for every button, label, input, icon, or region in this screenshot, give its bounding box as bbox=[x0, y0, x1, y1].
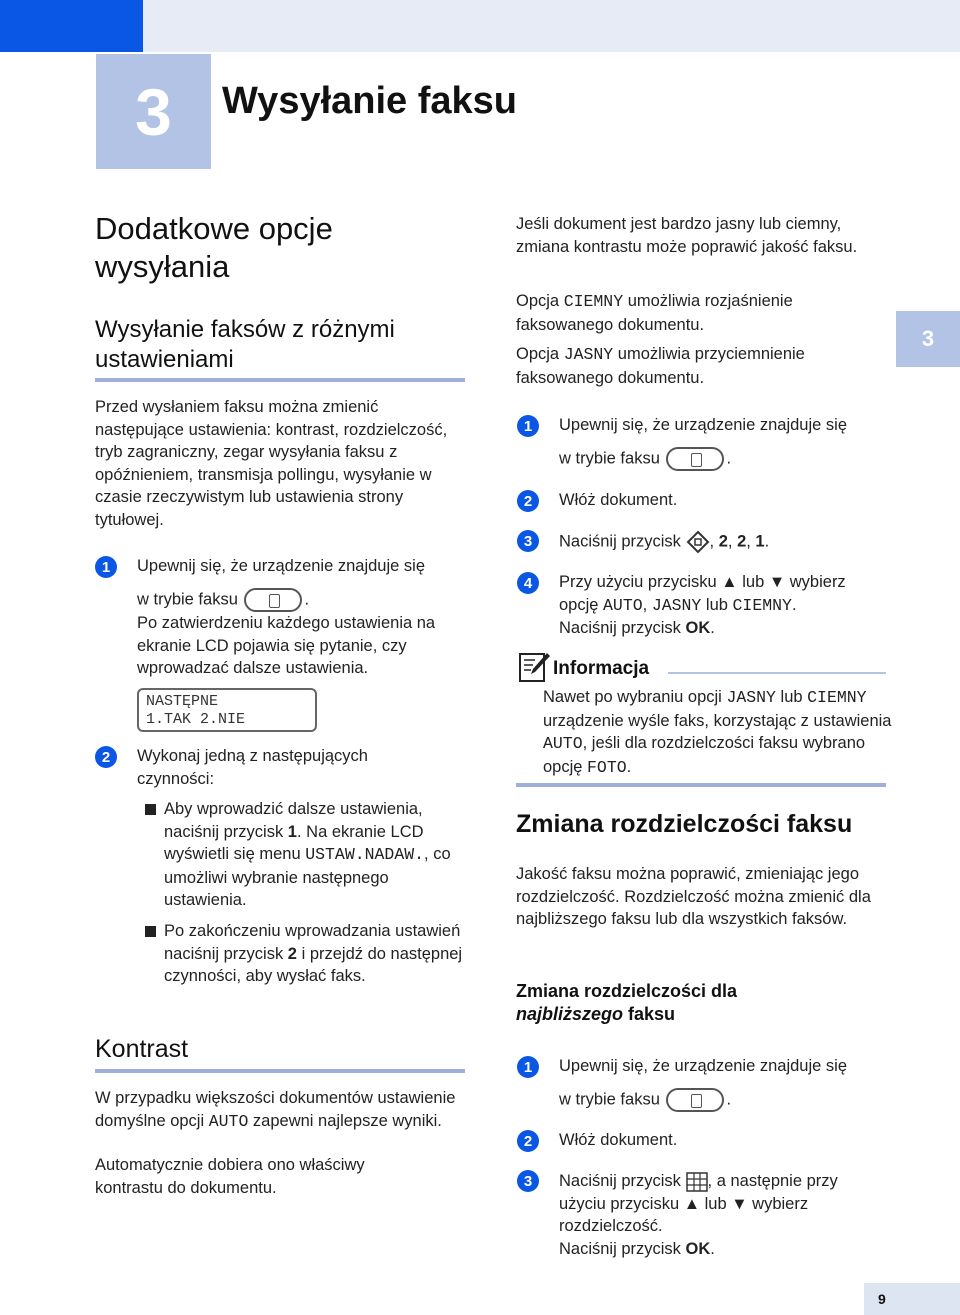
note-title: Informacja bbox=[553, 658, 650, 679]
text-part-italic: najbliższego bbox=[516, 1004, 624, 1024]
kontrast-paragraph-2: Automatycznie dobiera ono właściwy kontrastu do dokumentu. bbox=[95, 1156, 365, 1197]
step-number: 1 bbox=[95, 556, 117, 578]
text-part: Nawet po wybraniu opcji bbox=[543, 688, 727, 706]
step-text: Naciśnij przycisk , a następnie przy użyciu przycisku ▲ lub ▼ wybierz rozdzielczość. Naciśnij przycisk OK. bbox=[559, 1172, 838, 1258]
step-text: w trybie faksu bbox=[137, 590, 238, 609]
punctuation: . bbox=[726, 1090, 732, 1109]
punctuation: . bbox=[626, 757, 632, 776]
step-text: w trybie faksu bbox=[559, 1090, 660, 1109]
right-paragraph bbox=[516, 290, 846, 336]
option-name: FOTO bbox=[587, 757, 627, 777]
step-text: Przy użyciu przycisku ▲ lub ▼ wybierz opcję AUTO, JASNY lub CIEMNY. Naciśnij przycisk OK. bbox=[559, 573, 846, 637]
punctuation: . bbox=[726, 449, 732, 468]
resolution-key-icon bbox=[686, 1172, 708, 1192]
option-name: JASNY bbox=[726, 688, 776, 707]
section-title: Dodatkowe opcje wysyłania bbox=[95, 211, 333, 284]
step-text: Wykonaj jedną z następujących czynności: bbox=[137, 747, 368, 788]
bullet-text-part: , co umożliwi wybranie następnego ustawienia. bbox=[164, 845, 451, 909]
text-part: Zmiana rozdzielczości dla bbox=[516, 981, 738, 1001]
text-part: urządzenie wyśle faks, korzystając z ustawienia bbox=[543, 711, 892, 730]
right-paragraph: Jeśli dokument jest bardzo jasny lub ciemny, zmiana kontrastu może poprawić jakość faksu. bbox=[516, 215, 858, 256]
chapter-number: 3 bbox=[135, 74, 172, 149]
step-number: 3 bbox=[517, 1170, 539, 1192]
step-text-line bbox=[559, 1088, 731, 1112]
subsection-title: Wysyłanie faksów z różnymi ustawieniami bbox=[95, 316, 395, 373]
text-part: umożliwia przyciemnienie faksowanego dokumentu. bbox=[516, 345, 805, 387]
text-part: lub bbox=[737, 573, 769, 591]
zmiana-paragraph: Jakość faksu można poprawić, zmieniając jego rozdzielczość. Rozdzielczość można zmienić dla najbliższego faksu lub dla wszystkich faksów. bbox=[516, 865, 871, 928]
step-number: 2 bbox=[517, 1130, 539, 1152]
key-label: 2 bbox=[718, 532, 728, 551]
punctuation: , bbox=[709, 532, 719, 551]
option-name: AUTO bbox=[208, 1111, 249, 1131]
menu-name: USTAW.NADAW. bbox=[305, 845, 425, 864]
text-part: lub bbox=[775, 688, 808, 706]
section-rule bbox=[95, 378, 465, 382]
zmiana-subtitle bbox=[516, 980, 836, 1026]
option-name: CIEMNY bbox=[807, 688, 867, 707]
bullet-text-part: i przejdź do następnej czynności, aby wysłać faks. bbox=[164, 944, 463, 985]
option-name: AUTO bbox=[543, 734, 583, 753]
lcd-line: NASTĘPNE bbox=[146, 693, 219, 710]
fax-key-icon bbox=[244, 588, 302, 612]
text-part: , a następnie przy użyciu przycisku bbox=[559, 1172, 838, 1213]
step-number: 2 bbox=[517, 490, 539, 512]
kontrast-title: Kontrast bbox=[95, 1035, 189, 1063]
step-text-line bbox=[559, 447, 731, 471]
punctuation: . bbox=[304, 590, 310, 609]
arrow-down-icon: ▼ bbox=[731, 1194, 748, 1213]
option-name: CIEMNY bbox=[563, 292, 624, 311]
header-band-dark bbox=[0, 0, 143, 52]
text-part: Naciśnij przycisk bbox=[559, 1239, 686, 1258]
bullet-square-icon bbox=[145, 804, 156, 815]
zmiana-title: Zmiana rozdzielczości faksu bbox=[516, 810, 853, 838]
step-text: Naciśnij przycisk bbox=[559, 532, 681, 551]
step-number: 3 bbox=[517, 530, 539, 552]
text-part: Przy użyciu przycisku bbox=[559, 573, 722, 591]
fax-key-icon bbox=[666, 1088, 724, 1112]
lcd-display bbox=[137, 688, 317, 732]
text-part: , jeśli dla rozdzielczości faksu wybrano opcję bbox=[543, 734, 866, 776]
text-part: umożliwia rozjaśnienie faksowanego dokumentu. bbox=[516, 292, 793, 334]
lcd-line: 1.TAK 2.NIE bbox=[146, 711, 246, 728]
note-rule bbox=[668, 672, 886, 674]
bullet-text-part: . Na ekranie LCD wyświetli się menu bbox=[164, 822, 424, 863]
text-part: lub bbox=[700, 1194, 732, 1213]
menu-key-icon bbox=[686, 530, 710, 554]
key-label: 1 bbox=[287, 822, 297, 841]
text-part: zapewni najlepsze wyniki. bbox=[248, 1111, 442, 1130]
step-text: Upewnij się, że urządzenie znajduje się bbox=[559, 416, 847, 434]
bullet-text bbox=[164, 798, 469, 912]
bullet-text bbox=[164, 920, 469, 988]
punctuation: . bbox=[791, 595, 797, 614]
note-body bbox=[543, 686, 893, 779]
option-name: CIEMNY bbox=[732, 595, 792, 615]
text-part: Naciśnij przycisk bbox=[559, 1172, 681, 1190]
bullet-text-part: Aby wprowadzić dalsze ustawienia, naciśnij przycisk bbox=[164, 800, 423, 841]
intro-paragraph: Przed wysłaniem faksu można zmienić następujące ustawienia: kontrast, rozdzielczość, tryb zagraniczny, zegar wysyłania faksu z opóźnieniem, transmisja pollingu, wysyłanie w czasie rzeczywistym lub ustawienia strony tytułowej. bbox=[95, 398, 448, 529]
option-name: AUTO bbox=[603, 595, 643, 615]
page-number: 9 bbox=[864, 1283, 960, 1315]
chapter-title: Wysyłanie faksu bbox=[222, 80, 518, 122]
text-part: Opcja bbox=[516, 345, 564, 363]
step-text: Włóż dokument. bbox=[559, 491, 678, 509]
text-part: faksu bbox=[623, 1004, 676, 1024]
step-number: 1 bbox=[517, 1056, 539, 1078]
section-rule bbox=[516, 783, 886, 787]
bullet-text-part: Po zakończeniu wprowadzania ustawień naciśnij przycisk bbox=[164, 922, 461, 963]
step-number: 1 bbox=[517, 415, 539, 437]
option-name: JASNY bbox=[651, 595, 702, 615]
text-part: wybierz rozdzielczość. bbox=[559, 1194, 809, 1235]
key-label: OK bbox=[685, 619, 711, 637]
option-name: JASNY bbox=[563, 345, 614, 364]
step-number: 2 bbox=[95, 746, 117, 768]
key-label: 2 bbox=[737, 532, 747, 551]
step-number: 4 bbox=[517, 572, 539, 594]
kontrast-paragraph bbox=[95, 1087, 460, 1133]
step-text: Upewnij się, że urządzenie znajduje się bbox=[559, 1057, 847, 1075]
note-pencil-icon bbox=[517, 650, 551, 684]
fax-key-icon bbox=[666, 447, 724, 471]
header-band-light bbox=[143, 0, 960, 52]
key-label: 2 bbox=[287, 944, 297, 963]
bullet-square-icon bbox=[145, 926, 156, 937]
text-part: lub bbox=[701, 595, 733, 614]
step-text: Włóż dokument. bbox=[559, 1131, 678, 1149]
step-text: w trybie faksu bbox=[559, 449, 660, 468]
arrow-up-icon: ▲ bbox=[683, 1194, 701, 1213]
key-label: OK bbox=[685, 1239, 711, 1258]
step-text-line bbox=[137, 588, 309, 612]
chapter-side-tab: 3 bbox=[896, 311, 960, 367]
step-note: Po zatwierdzeniu każdego ustawienia na ekranie LCD pojawia się pytanie, czy wprowadzać dalsze ustawienia. bbox=[137, 614, 436, 677]
text-part: Naciśnij przycisk bbox=[559, 619, 686, 637]
arrow-up-icon: ▲ bbox=[721, 573, 738, 591]
text-part: wybierz opcję bbox=[559, 573, 846, 614]
section-rule bbox=[95, 1069, 465, 1073]
right-paragraph bbox=[516, 343, 856, 389]
step-text: Upewnij się, że urządzenie znajduje się bbox=[137, 557, 425, 575]
text-part: Opcja bbox=[516, 292, 564, 310]
arrow-down-icon: ▼ bbox=[768, 573, 786, 591]
step-text-line: Naciśnij przycisk , 2, 2, 1. bbox=[559, 530, 769, 554]
text-part: W przypadku większości dokumentów ustawienie domyślne opcji bbox=[95, 1089, 456, 1130]
key-label: 1 bbox=[755, 532, 765, 551]
